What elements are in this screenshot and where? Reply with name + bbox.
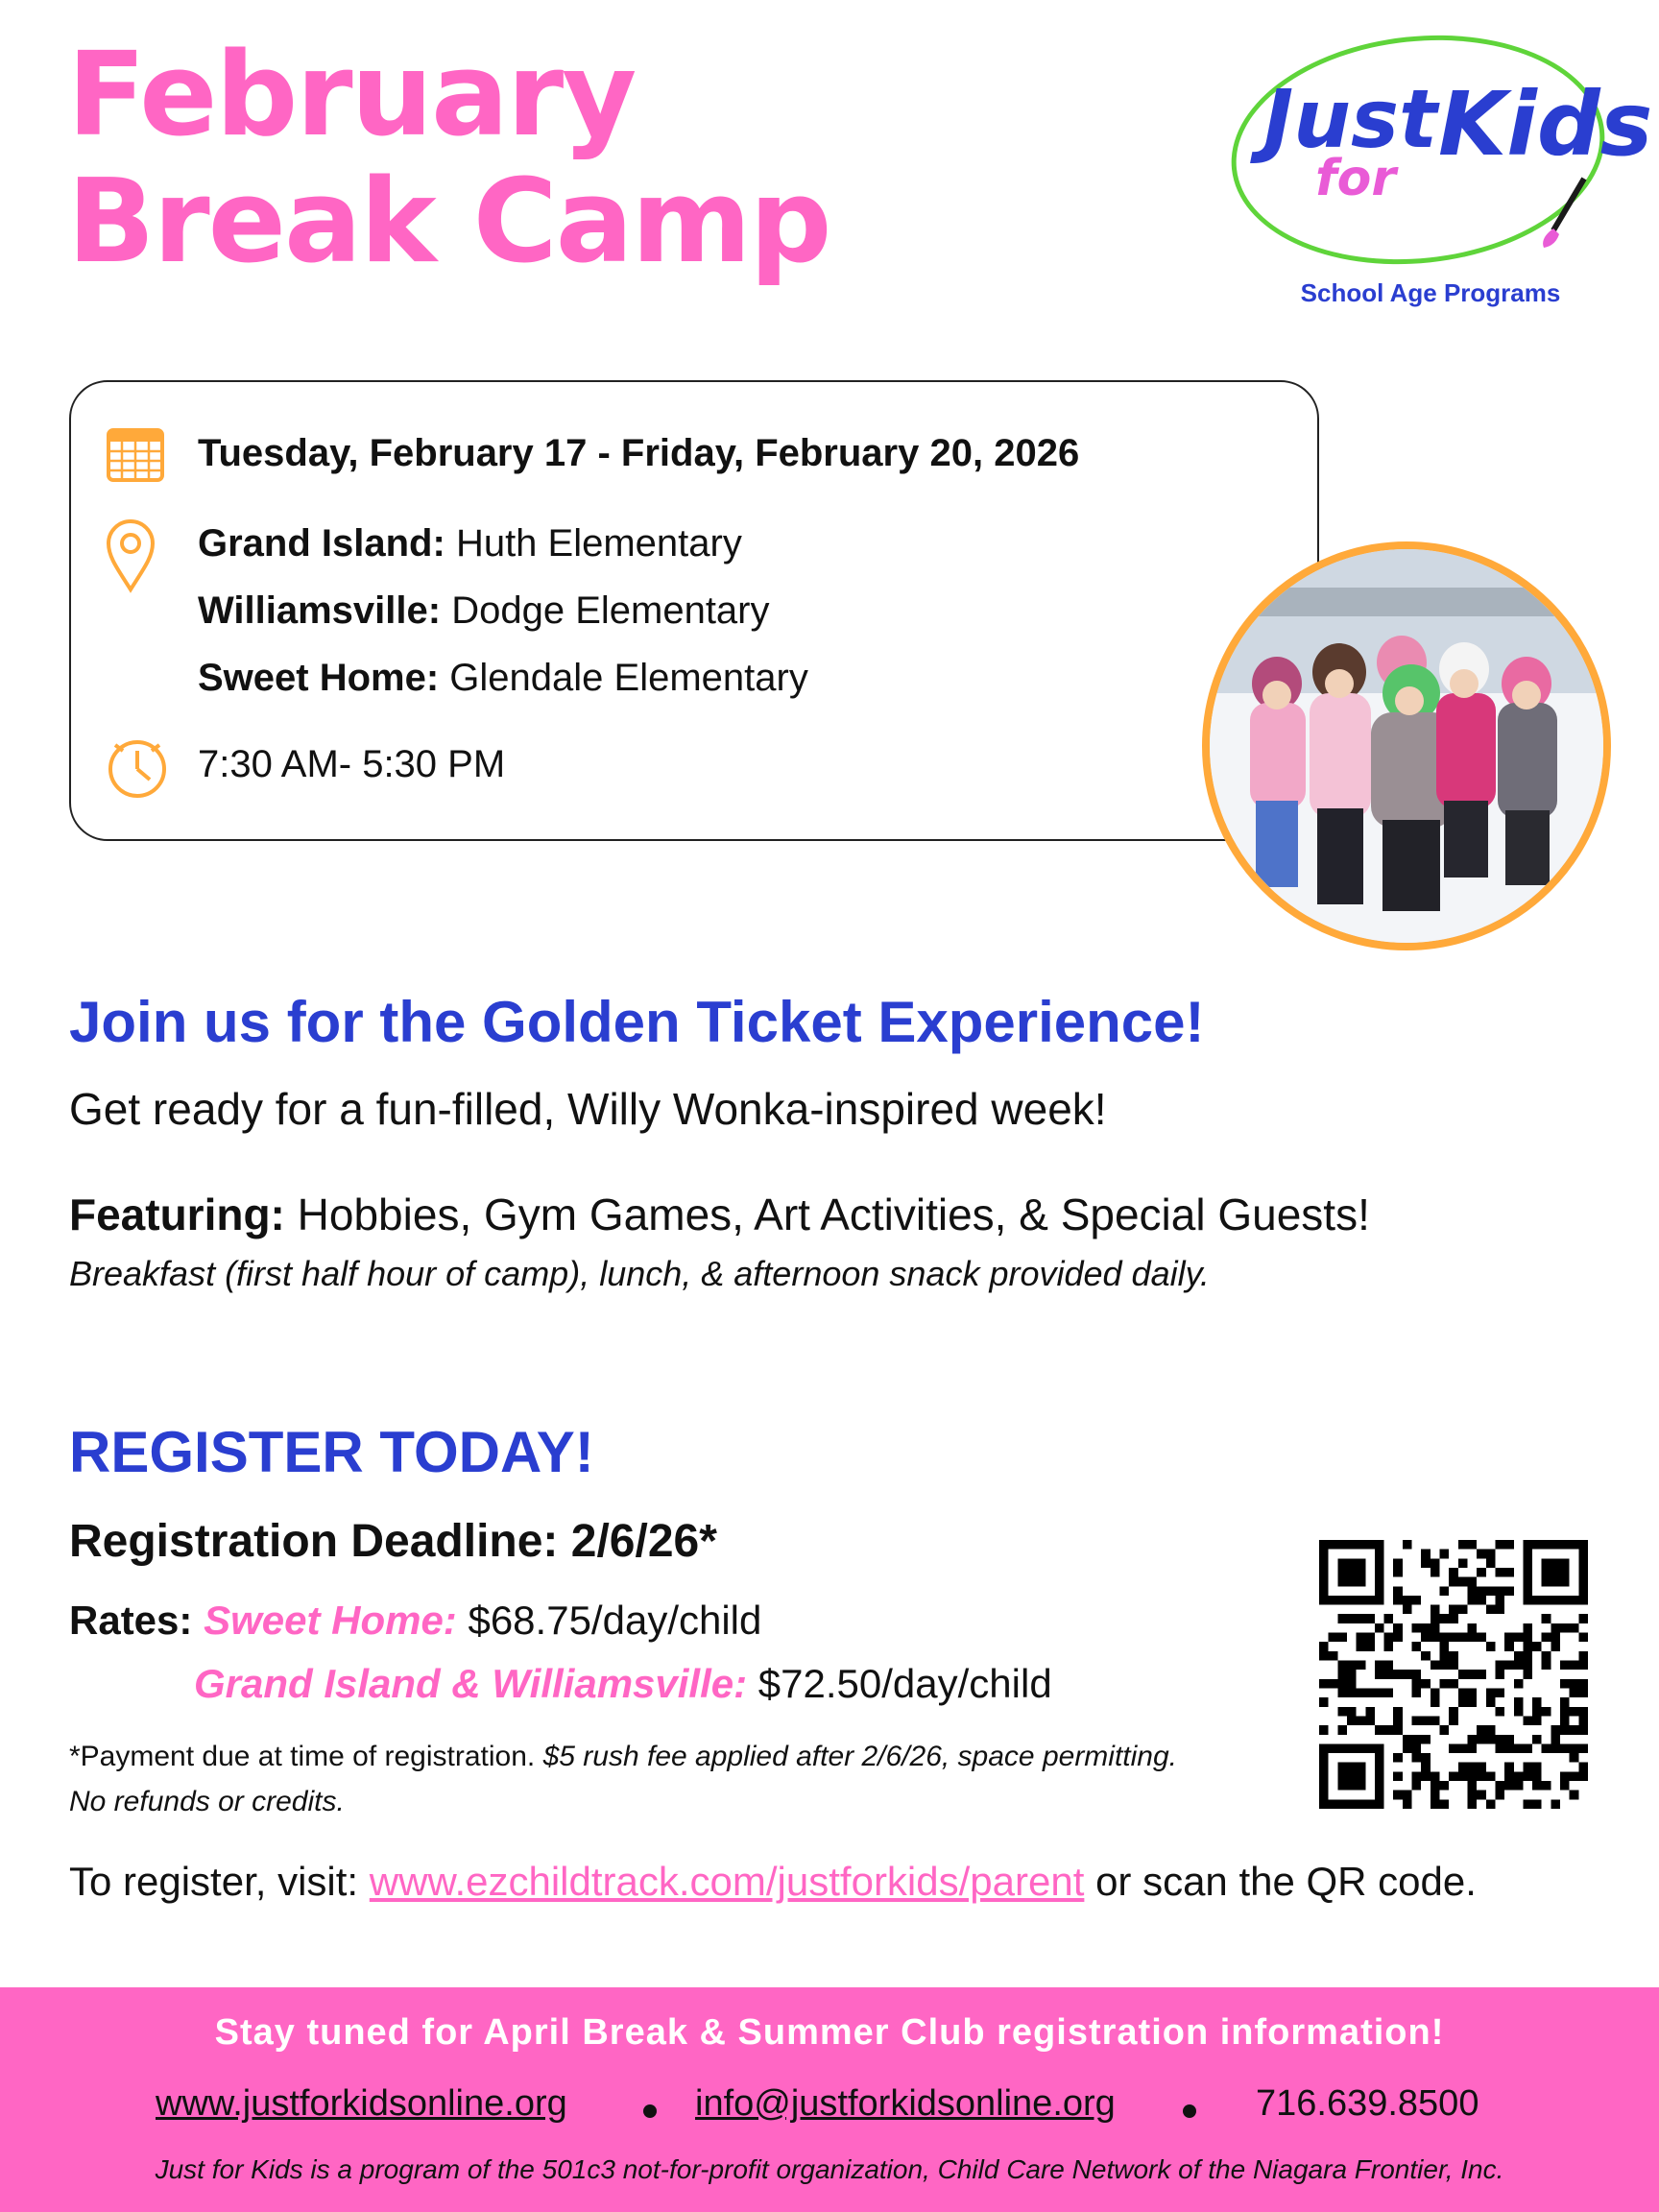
rate-grand-island-williamsville: Grand Island & Williamsville: $72.50/day/child (194, 1661, 1052, 1706)
registration-deadline: Registration Deadline: 2/6/26* (69, 1516, 717, 1567)
location-pin-icon (106, 518, 156, 593)
rate-sweet-home: Rates: Sweet Home: $68.75/day/child (69, 1598, 762, 1643)
featuring: Featuring: Hobbies, Gym Games, Art Activities, & Special Guests! (69, 1190, 1370, 1239)
footer-organization-note: Just for Kids is a program of the 501c3 not-for-profit organization, Child Care Network of the Niagara Frontier, Inc. (155, 2154, 1504, 2184)
headline: Join us for the Golden Ticket Experience! (69, 990, 1205, 1054)
paintbrush-icon (1536, 175, 1594, 252)
subline: Get ready for a fun-filled, Willy Wonka-inspired week! (69, 1084, 1107, 1134)
footer-email-link[interactable]: info@justforkidsonline.org (695, 2083, 1116, 2124)
event-date: Tuesday, February 17 - Friday, February 20, 2026 (198, 432, 1080, 474)
qr-code[interactable] (1319, 1540, 1588, 1809)
footer-phone: 716.639.8500 (1256, 2083, 1479, 2124)
payment-note: *Payment due at time of registration. $5 rush fee applied after 2/6/26, space permitting. No refunds or credits. (69, 1741, 1178, 1818)
location-grand-island: Grand Island: Huth Elementary (198, 522, 742, 565)
title-line-1: February (67, 29, 636, 162)
logo-word-just: Just (1263, 72, 1438, 166)
logo-word-kids: Kids (1438, 73, 1653, 176)
footer-website-link[interactable]: www.justforkidsonline.org (156, 2083, 567, 2124)
logo-subtitle: School Age Programs (1300, 278, 1561, 307)
location-williamsville: Williamsville: Dodge Elementary (198, 589, 770, 632)
event-hours: 7:30 AM- 5:30 PM (198, 743, 506, 785)
clock-icon (106, 737, 169, 801)
register-instructions: To register, visit: www.ezchildtrack.com/justforkids/parent or scan the QR code. (69, 1859, 1477, 1904)
calendar-icon (106, 424, 165, 484)
separator-dot (1183, 2104, 1196, 2118)
kids-in-snow-photo (1202, 541, 1611, 950)
separator-dot (643, 2104, 657, 2118)
meals-note: Breakfast (first half hour of camp), lunch, & afternoon snack provided daily. (69, 1254, 1210, 1293)
location-sweet-home: Sweet Home: Glendale Elementary (198, 657, 808, 699)
logo-word-for: for (1315, 150, 1396, 207)
title-line-2: Break Camp (67, 156, 830, 289)
register-heading: REGISTER TODAY! (69, 1420, 594, 1484)
register-link[interactable]: www.ezchildtrack.com/justforkids/parent (369, 1859, 1085, 1904)
footer-headline: Stay tuned for April Break & Summer Club registration information! (214, 2012, 1445, 2053)
